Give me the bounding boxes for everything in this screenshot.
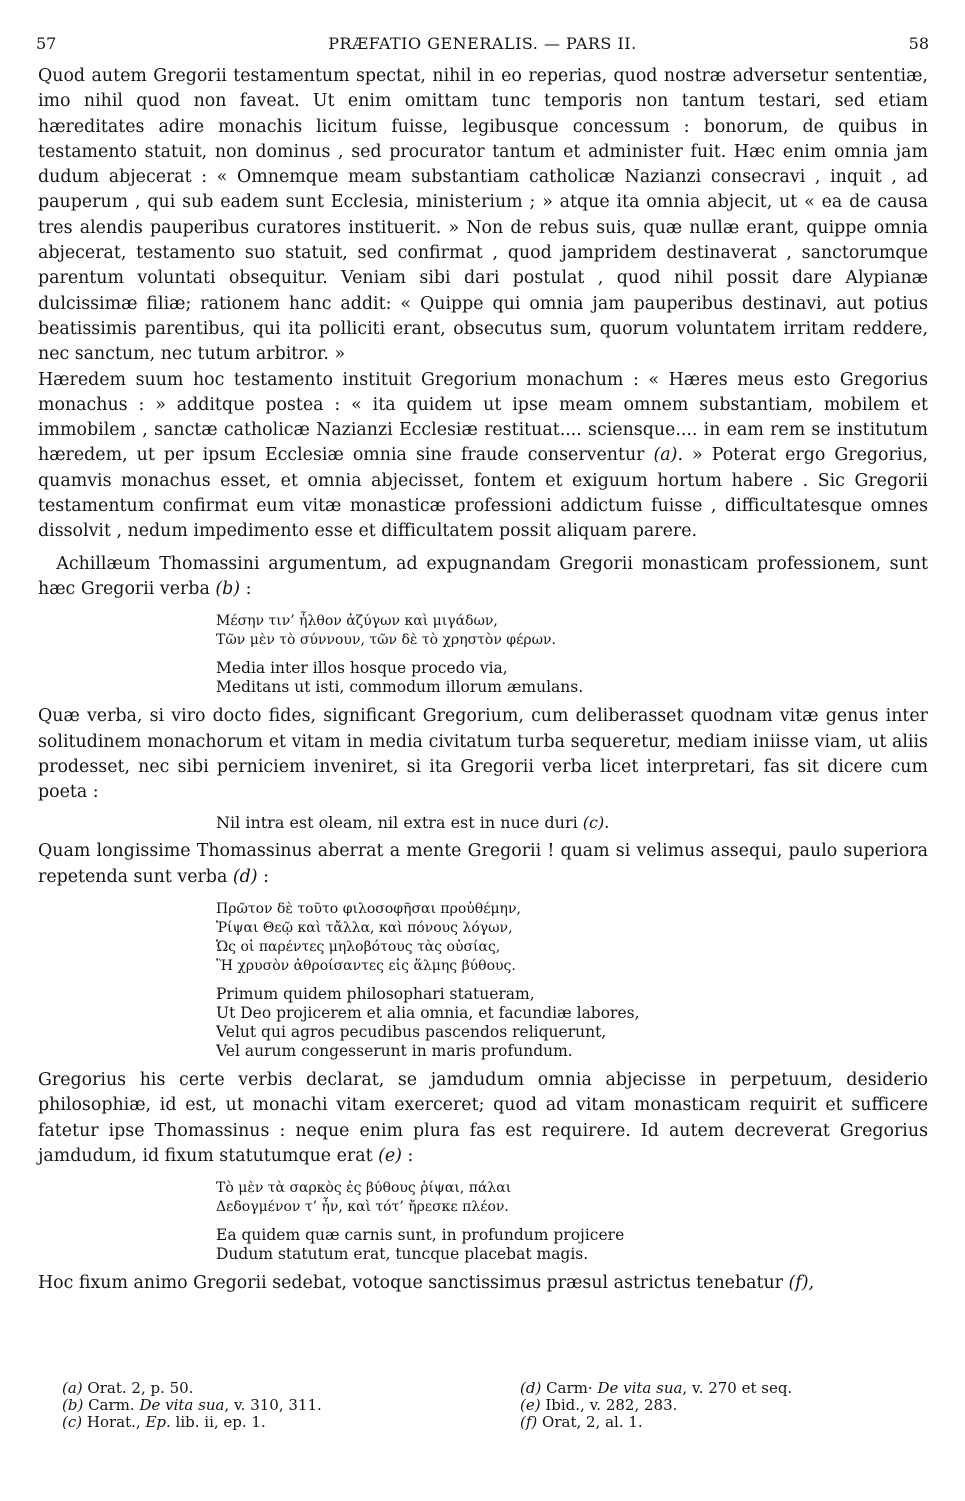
footnote-ref-b: (b) xyxy=(215,578,241,599)
latin-verse-line: Ut Deo projicerem et alia omnia, et facundiæ labores, xyxy=(216,1004,640,1023)
horace-quotation-end: . xyxy=(604,813,610,833)
page-number-left: 57 xyxy=(36,34,57,53)
footnote-text: Ibid., v. 282, 283. xyxy=(540,1396,678,1414)
footnote-mark: (d) xyxy=(520,1379,542,1397)
footnote-text: , v. 310, 311. xyxy=(224,1396,322,1414)
greek-verse-line: Ῥίψαι Θεῷ καὶ τἄλλα, καὶ πόνους λόγων, xyxy=(216,920,513,937)
paragraph-interpretation: Quæ verba, si viro docto fides, significant Gregorium, cum deliberasset quodnam vitæ genus inter solitudinem monachorum et vitam in media civitatum turba sequeretur, mediam iniisse viam, ut aliis prodesset, nec sibi perniciem inveniret, si ita Gregorii verba licet interpretari, fas sit dicere cum poeta : xyxy=(38,706,928,803)
paragraph-heir xyxy=(38,368,928,545)
horace-quotation xyxy=(216,811,928,835)
main-text xyxy=(38,64,928,1297)
greek-verse-line: Τὸ μὲν τὰ σαρκὸς ἐς βύθους ῥίψαι, πάλαι xyxy=(216,1180,512,1197)
footnote-mark: (a) xyxy=(62,1379,83,1397)
paragraph-heir-text-2: . » Poterat ergo Gregorius, quamvis monachus esset, et omnia abjecisset, fontem et exiguum hortum habere . Sic Gregorii testamentum confirmat eum vitæ monasticæ professioni addictum fuisse , difficultatesque omnes dissolvit , nedum impedimento esse et difficultatem possit aliquam parere. xyxy=(38,445,928,542)
footnote-text: Carm. xyxy=(83,1396,140,1414)
latin-verse-line: Media inter illos hosque procedo via, xyxy=(216,659,508,678)
greek-verse-line: Μέσην τιν’ ἦλθον ἀζύγων καὶ μιγάδων, xyxy=(216,613,498,630)
horace-quotation-text: Nil intra est oleam, nil extra est in nuce duri xyxy=(216,813,583,833)
paragraph-declarat-text: Gregorius his certe verbis declarat, se jamdudum omnia abjecisse in perpetuum, desiderio philosophiæ, id est, ut monachi vitam exerceret; quod ad vitam monasticam requirit et sufficere fatetur ipse Thomassinus : neque enim plura fas est requirere. Id autem decreverat Gregorius jamdudum, id fixum statutumque erat xyxy=(38,1070,928,1166)
footnote-work-title: Ep. xyxy=(145,1413,171,1431)
footnote-text: Carm· xyxy=(541,1379,598,1397)
paragraph-declarat xyxy=(38,1068,928,1169)
footnote-text: Horat., xyxy=(82,1413,146,1431)
greek-verse-line: Ὡς οἱ παρέντες μηλοβότους τὰς οὐσίας, xyxy=(216,939,501,956)
latin-verse-line: Meditans ut isti, commodum illorum æmulans. xyxy=(216,678,584,697)
footnote-text: , v. 270 et seq. xyxy=(682,1379,793,1397)
paragraph-heir-text: Hæredem suum hoc testamento instituit Gregorium monachum : « Hæres meus esto Gregorius monachus : » additque postea : « ita quidem ut ipse meam omnem substantiam, mobilem et immobilem , sanctæ catholicæ Nazianzi Ecclesiæ restituat.... sciensque.... in eam rem se institutum hæredem, ut per ipsum Ecclesiæ omnia sine fraude conserventur xyxy=(38,369,928,466)
greek-verse-line: Δεδογμένον τ’ ἦν, καὶ τότ’ ἤρεσκε πλέον. xyxy=(216,1199,509,1216)
footnotes-left-column xyxy=(62,1380,462,1431)
footnote xyxy=(520,1397,920,1414)
verse-block-3 xyxy=(216,1179,928,1264)
footnote xyxy=(520,1380,920,1397)
footnote xyxy=(520,1414,920,1431)
running-title: PRÆFATIO GENERALIS. — PARS II. xyxy=(328,34,637,53)
footnote-mark: (e) xyxy=(520,1396,541,1414)
paragraph-aberrat-text: Quam longissime Thomassinus aberrat a mente Gregorii ! quam si velimus assequi, paulo superiora repetenda sunt verba xyxy=(38,841,928,887)
latin-verse-line: Ea quidem quæ carnis sunt, in profundum projicere xyxy=(216,1226,625,1245)
footnote xyxy=(62,1397,462,1414)
footnote-mark: (c) xyxy=(62,1413,83,1431)
latin-verse-line: Primum quidem philosophari statueram, xyxy=(216,985,535,1004)
footnote-mark: (b) xyxy=(62,1396,84,1414)
paragraph-fixum xyxy=(38,1271,928,1296)
paragraph-aberrat xyxy=(38,839,928,890)
footnote-ref-d: (d) xyxy=(232,866,258,887)
latin-verse-line: Vel aurum congesserunt in maris profundum. xyxy=(216,1042,573,1061)
greek-verse-line: Ἢ χρυσὸν ἀθροίσαντες εἰς ἅλμης βύθους. xyxy=(216,958,516,975)
running-header xyxy=(36,34,929,58)
verse-block-2 xyxy=(216,900,928,1061)
footnote xyxy=(62,1414,462,1431)
footnote-work-title: De vita sua xyxy=(597,1379,683,1397)
paragraph-aberrat-end: : xyxy=(257,866,269,887)
footnote-text: Orat. 2, p. 50. xyxy=(82,1379,194,1397)
page-number-right: 58 xyxy=(908,34,929,53)
footnote-ref-f: (f), xyxy=(788,1273,815,1294)
greek-verse-line: Πρῶτον δὲ τοῦτο φιλοσοφῆσαι προὐθέμην, xyxy=(216,901,521,918)
footnote-ref-c: (c) xyxy=(582,813,605,833)
paragraph-testament: Quod autem Gregorii testamentum spectat, nihil in eo reperias, quod nostræ adversetur sententiæ, imo nihil quod non faveat. Ut enim omittam tunc temporis non tantum testari, sed etiam hæreditates adire monachis licitum fuisse, legibusque concessum : bonorum, de quibus in testamento statuit, non dominus , sed procurator tantum et administer fuit. Hæc enim omnia jam dudum abjecerat : « Omnemque meam substantiam catholicæ Nazianzi consecravi , inquit , ad pauperum , qui sub eadem sunt Ecclesia, ministerium ; » atque ita omnia abjecit, ut « ea de causa tres alendis pauperibus curatores instituerit. » Non de rebus suis, quæ nullæ erant, quippe omnia abjecerat, testamento suo statuit, sed confirmat , quod jampridem destinaverat , sanctorumque parentum voluntati obsequitur. Veniam sibi dari postulat , quod nihil possit dare Alypianæ dulcissimæ filiæ; rationem hanc addit: « Quippe qui omnia jam pauperibus destinavi, aut potius beatissimis parentibus, qui ita polliciti erant, obsecutus sum, quorum voluntatem irritam reddere, nec sanctum, nec tutum arbitror. » xyxy=(38,66,928,365)
footnote xyxy=(62,1380,462,1397)
paragraph-thomassin xyxy=(38,552,928,603)
footnote-text: lib. ii, ep. 1. xyxy=(170,1413,266,1431)
greek-verse-line: Τῶν μὲν τὸ σύννουν, τῶν δὲ τὸ χρηστὸν φέρων. xyxy=(216,632,556,649)
latin-verse-line: Dudum statutum erat, tuncque placebat magis. xyxy=(216,1245,589,1264)
paragraph-thomassin-end: : xyxy=(240,578,252,599)
paragraph-thomassin-text: Achillæum Thomassini argumentum, ad expugnandam Gregorii monasticam professionem, sunt hæc Gregorii verba xyxy=(38,553,928,599)
paragraph-declarat-end: : xyxy=(401,1145,414,1166)
paragraph-fixum-text: Hoc fixum animo Gregorii sedebat, votoque sanctissimus præsul astrictus tenebatur xyxy=(38,1273,789,1294)
footnote-text: Orat, 2, al. 1. xyxy=(537,1413,643,1431)
verse-block-1 xyxy=(216,612,928,697)
footnote-ref-a: (a) xyxy=(653,445,678,466)
footnote-ref-e: (e) xyxy=(378,1145,402,1166)
footnote-work-title: De vita sua xyxy=(139,1396,225,1414)
footnotes-right-column xyxy=(520,1380,920,1431)
latin-verse-line: Velut qui agros pecudibus pascendos reliquerunt, xyxy=(216,1023,607,1042)
footnote-mark: (f) xyxy=(520,1413,538,1431)
